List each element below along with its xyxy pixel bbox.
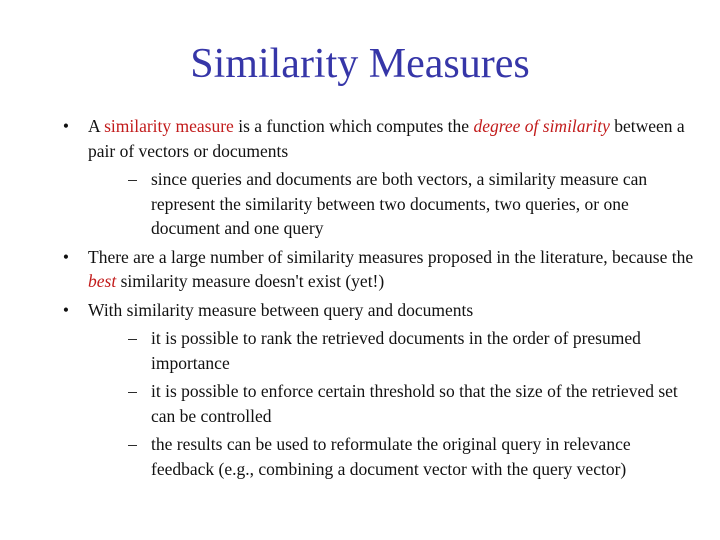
slide-body [56, 114, 696, 485]
bullet-definition [56, 114, 696, 241]
sub-bullet-feedback [120, 432, 696, 481]
sub-bullet-text: since queries and documents are both vectors, a similarity measure can represent the similarity between two documents, two queries, or one document and one query [151, 169, 648, 238]
bullet-marker: • [62, 246, 70, 267]
slide-title: Similarity Measures [190, 41, 530, 87]
sub-bullet-text: it is possible to enforce certain threshold so that the size of the retrieved set can be controlled [151, 381, 678, 426]
bullet-text: A [88, 116, 105, 136]
sub-bullet-text: it is possible to rank the retrieved documents in the order of presumed importance [151, 328, 641, 373]
sub-bullet-threshold [120, 379, 696, 428]
bullet-text: between a pair of vectors or documents [88, 116, 685, 161]
bullet-text: similarity measure doesn't exist (yet!) [116, 271, 385, 291]
sub-bullet-marker: – [128, 328, 137, 348]
bullet-text: There are a large number of similarity measures proposed in the literature, because the [88, 246, 694, 267]
sub-bullet-marker: – [128, 381, 137, 401]
highlight-term: similarity measure [104, 116, 234, 136]
bullet-marker: • [62, 299, 70, 320]
bullet-text: is a function which computes the [233, 116, 474, 136]
bullet-text: With similarity measure between query and documents [88, 299, 474, 320]
highlight-term: best [88, 271, 117, 291]
sub-bullet-rank [120, 326, 696, 375]
bullet-marker: • [62, 116, 70, 136]
sub-bullet-vectors [120, 167, 696, 241]
sub-bullet-text: the results can be used to reformulate the original query in relevance feedback (e.g., combining a document vector with the query vector) [151, 434, 631, 479]
sub-bullet-marker: – [128, 434, 137, 454]
bullet-query-documents [56, 298, 696, 482]
bullet-literature [56, 245, 696, 294]
highlight-term: degree of similarity [473, 116, 610, 136]
sub-bullet-marker: – [128, 169, 137, 189]
